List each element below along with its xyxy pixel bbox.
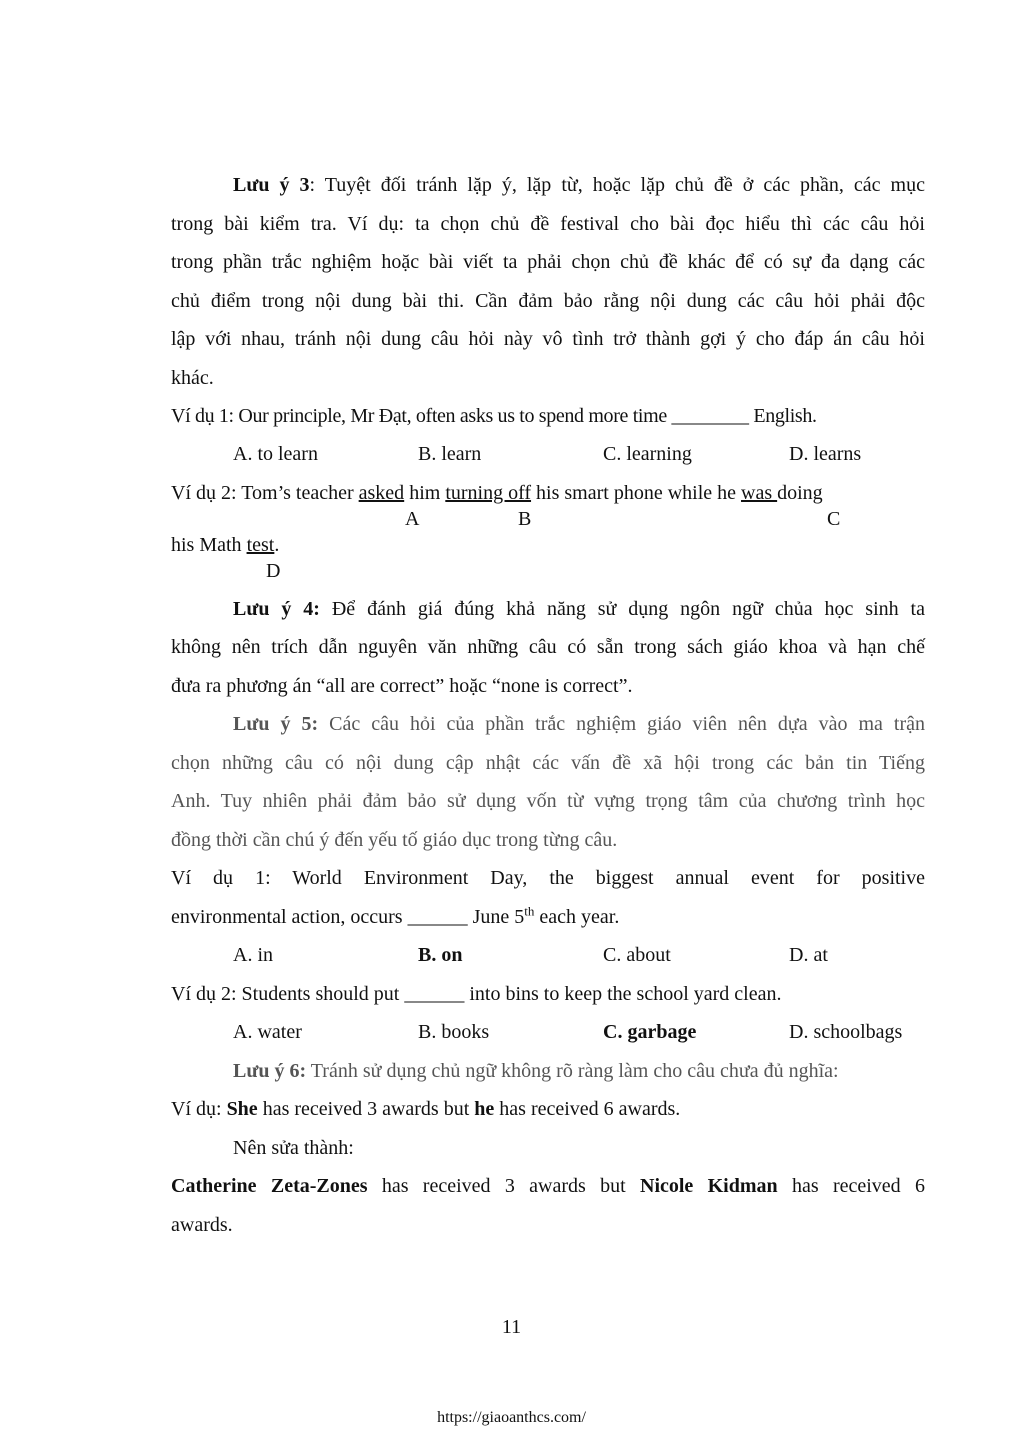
example3-option-a: A. in	[233, 944, 273, 966]
note3-line-6: khác.	[171, 367, 214, 389]
note3-line-3: trong phần trắc nghiệm hoặc bài viết ta phải chọn chủ đề khác để có sự đa dạng các	[171, 251, 925, 273]
example3-option-c: C. about	[603, 944, 671, 966]
example1-option-d: D. learns	[789, 443, 862, 465]
page-number: 11	[501, 1316, 522, 1338]
note5-line-3: Anh. Tuy nhiên phải đảm bảo sử dụng vốn từ vựng trọng tâm của chương trình học	[171, 790, 925, 812]
example2-question-line-2: his Math test.	[171, 534, 280, 556]
example4-question: Ví dụ 2: Students should put ______ into bins to keep the school yard clean.	[171, 983, 782, 1005]
note3-line-5: lập với nhau, tránh nội dung câu hỏi này vô tình trở thành gợi ý cho đáp án câu hỏi	[171, 328, 925, 350]
note5-line-4: đồng thời cần chú ý đến yếu tố giáo dục trong từng câu.	[171, 829, 618, 851]
underlined-b: turning off	[445, 482, 532, 504]
note6-label: Lưu ý 6:	[233, 1060, 307, 1082]
example1-option-a: A. to learn	[233, 443, 318, 465]
example3-option-b: B. on	[418, 944, 463, 966]
label-a: A	[405, 508, 420, 530]
note3-line-4: chủ điểm trong nội dung bài thi. Cần đảm bảo rằng nội dung các câu hỏi phải độc	[171, 290, 925, 312]
example4-option-a: A. water	[233, 1021, 302, 1043]
example5-sentence: Ví dụ: She has received 3 awards but he has received 6 awards.	[171, 1098, 681, 1120]
note4-line-2: không nên trích dẫn nguyên văn những câu có sẵn trong sách giáo khoa và hạn chế	[171, 636, 925, 658]
note3-line-1: Lưu ý 3: Tuyệt đối tránh lặp ý, lặp từ, hoặc lặp chủ đề ở các phần, các mục	[233, 174, 925, 196]
note3-line-2: trong bài kiểm tra. Ví dụ: ta chọn chủ đề festival cho bài đọc hiểu thì các câu hỏi	[171, 213, 925, 235]
note6-line: Lưu ý 6: Tránh sử dụng chủ ngữ không rõ ràng làm cho câu chưa đủ nghĩa:	[233, 1060, 839, 1082]
underlined-d: test	[246, 534, 275, 556]
example4-option-b: B. books	[418, 1021, 490, 1043]
label-d: D	[266, 560, 281, 582]
fix-label: Nên sửa thành:	[233, 1137, 354, 1159]
note5-label: Lưu ý 5:	[233, 713, 319, 735]
note5-line-2: chọn những câu có nội dung cập nhật các vấn đề xã hội trong các bản tin Tiếng	[171, 752, 925, 774]
underlined-c: was	[741, 482, 778, 504]
example4-option-d: D. schoolbags	[789, 1021, 903, 1043]
label-b: B	[518, 508, 532, 530]
note4-line-3: đưa ra phương án “all are correct” hoặc “none is correct”.	[171, 675, 633, 697]
example1-question: Ví dụ 1: Our principle, Mr Đạt, often asks us to spend more time ________ English.	[171, 405, 817, 427]
fixed-sentence-line-2: awards.	[171, 1214, 233, 1236]
example1-option-b: B. learn	[418, 443, 482, 465]
example3-option-d: D. at	[789, 944, 828, 966]
note4-line-1: Lưu ý 4: Để đánh giá đúng khả năng sử dụng ngôn ngữ chủa học sinh ta	[233, 598, 925, 620]
note3-label: Lưu ý 3	[233, 174, 310, 196]
note4-label: Lưu ý 4:	[233, 598, 320, 620]
example3-question-line-2: environmental action, occurs ______ June 5th each year.	[171, 903, 620, 928]
fixed-sentence-line-1: Catherine Zeta-Zones has received 3 awards but Nicole Kidman has received 6	[171, 1175, 925, 1197]
example4-option-c: C. garbage	[603, 1021, 697, 1043]
note5-line-1: Lưu ý 5: Các câu hỏi của phần trắc nghiệm giáo viên nên dựa vào ma trận	[233, 713, 925, 735]
example3-question-line-1: Ví dụ 1: World Environment Day, the biggest annual event for positive	[171, 867, 925, 889]
example1-option-c: C. learning	[603, 443, 692, 465]
underlined-a: asked	[358, 482, 405, 504]
label-c: C	[827, 508, 841, 530]
example2-question-line-1: Ví dụ 2: Tom’s teacher asked him turning off his smart phone while he was doing	[171, 482, 823, 504]
footer-url[interactable]: https://giaoanthcs.com/	[437, 1409, 586, 1426]
